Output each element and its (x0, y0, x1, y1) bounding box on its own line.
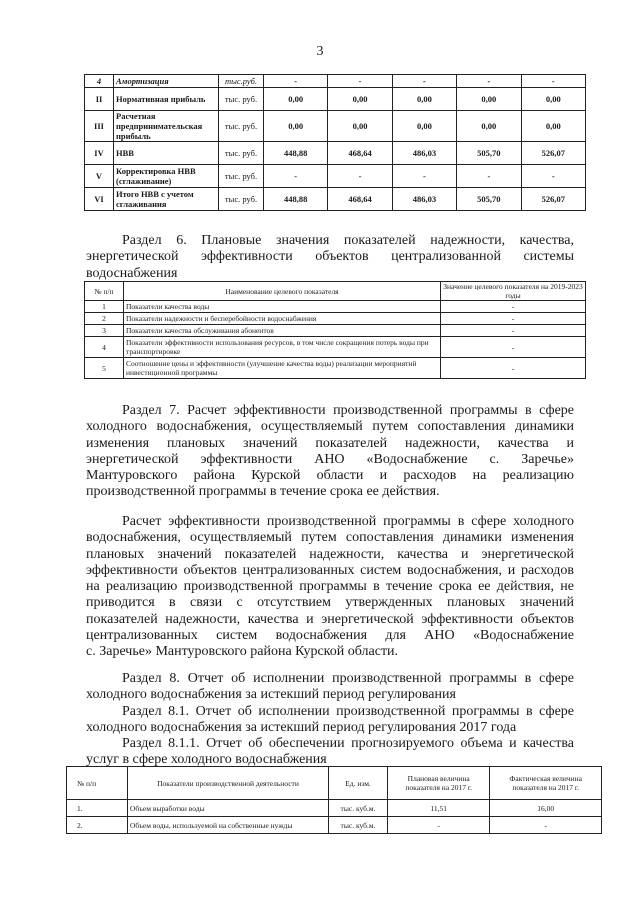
row-number: 1. (67, 800, 128, 817)
row-value: 0,00 (328, 111, 392, 142)
table-row (85, 75, 586, 88)
efficiency-paragraph (86, 514, 574, 661)
row-name: Объем воды, используемой на собственные нужды (128, 817, 329, 834)
paragraph-line: централизованных систем водоснабжения для АНО «Водоснабжение (86, 628, 574, 644)
row-value: - (264, 165, 328, 188)
row-value: - (441, 325, 586, 337)
col-header-plan: Плановая величина показателя на 2017 г. (388, 767, 490, 800)
production-report-table (66, 766, 602, 834)
table-row (85, 325, 586, 337)
col-header-target-value: Значение целевого показателя на 2019-2023 годы (441, 282, 586, 301)
section-7-line: изменения плановых значений показателей надежности, качества и (86, 435, 574, 451)
row-name: Амортизация (114, 75, 219, 88)
row-name: Показатели качества воды (124, 301, 441, 313)
paragraph-line: Расчет эффективности производственной программы в сфере холодного (122, 514, 574, 529)
row-number: 4 (85, 75, 114, 88)
row-value: - (441, 301, 586, 313)
row-number: II (85, 88, 114, 111)
row-value: - (457, 75, 521, 88)
row-value: - (264, 75, 328, 88)
row-unit: тыс. руб. (219, 88, 264, 111)
page-number: 3 (316, 44, 324, 59)
col-header-unit: Ед. изм. (329, 767, 388, 800)
row-value: - (521, 165, 585, 188)
financial-table (84, 74, 586, 211)
row-name: Нормативная прибыль (114, 88, 219, 111)
row-value: 0,00 (457, 88, 521, 111)
row-value: 0,00 (521, 88, 585, 111)
table-row (85, 165, 586, 188)
row-name: НВВ (114, 142, 219, 165)
row-value: - (392, 165, 456, 188)
target-indicators-table (84, 281, 586, 379)
row-value: 468,64 (328, 142, 392, 165)
row-value: - (441, 313, 586, 325)
section-7-line: холодного водоснабжения, осуществляемый путем сопоставления динамики (86, 419, 574, 435)
col-header-number: № п/п (67, 767, 128, 800)
row-value: 0,00 (328, 88, 392, 111)
row-fact: 16,00 (490, 800, 602, 817)
section-7-line: Раздел 7. Расчет эффективности производственной программы в сфере (122, 403, 574, 418)
paragraph-line: на реализацию производственной программы в течение срока ее действия, не (86, 579, 574, 595)
section-7-line: производственной программы в течение срока ее действия. (86, 484, 440, 500)
row-number: III (85, 111, 114, 142)
row-value: - (328, 165, 392, 188)
row-unit: тыс. руб. (219, 188, 264, 211)
row-number: VI (85, 188, 114, 211)
row-value: 468,64 (328, 188, 392, 211)
section-6-line: Раздел 6. Плановые значения показателей надежности, качества, (122, 233, 574, 248)
row-name: Показатели надежности и бесперебойности водоснабжения (124, 313, 441, 325)
table-row (85, 111, 586, 142)
row-unit: тыс. руб. (219, 165, 264, 188)
section-7-line: Мантуровского района Курской области и расходов на реализацию (86, 468, 574, 484)
row-value: 486,03 (392, 142, 456, 165)
row-unit: тыс.руб. (219, 75, 264, 88)
table-row (67, 800, 602, 817)
row-value: 526,07 (521, 188, 585, 211)
table-row (85, 301, 586, 313)
row-value: - (521, 75, 585, 88)
row-name: Соотношение цены и эффективности (улучшение качества воды) реализации мероприятий инвестиционной программы (124, 358, 441, 379)
row-value: - (441, 337, 586, 358)
row-number: IV (85, 142, 114, 165)
table-row (85, 337, 586, 358)
row-value: 0,00 (392, 88, 456, 111)
section-8-1-line: холодного водоснабжения за истекший период регулирования 2017 года (86, 719, 517, 735)
row-number: 2. (67, 817, 128, 834)
row-name: Объем выработки воды (128, 800, 329, 817)
row-name: Показатели эффективности использования ресурсов, в том числе сокращения потерь воды при транспортировке (124, 337, 441, 358)
col-header-indicator: Наименование целевого показателя (124, 282, 441, 301)
section-7-line: энергетической эффективности АНО «Водоснабжение с. Заречье» (86, 451, 574, 467)
table-row (85, 142, 586, 165)
row-fact: - (490, 817, 602, 834)
row-number: 3 (85, 325, 124, 337)
paragraph-line: с. Заречье» Мантуровского района Курской области. (86, 644, 399, 660)
row-number: 5 (85, 358, 124, 379)
row-value: 486,03 (392, 188, 456, 211)
row-value: 0,00 (392, 111, 456, 142)
row-number: V (85, 165, 114, 188)
row-value: 0,00 (457, 111, 521, 142)
paragraph-line: эффективности объектов централизованных систем водоснабжения, и расходов (86, 562, 574, 578)
row-name: Показатели качества обслуживания абонентов (124, 325, 441, 337)
col-header-fact: Фактическая величина показателя на 2017 г. (490, 767, 602, 800)
paragraph-line: водоснабжения, осуществляемый путем сопоставления динамики изменения (86, 530, 574, 546)
col-header-number: № п/п (85, 282, 124, 301)
row-value: 0,00 (264, 88, 328, 111)
section-8-line: холодного водоснабжения за истекший период регулирования (86, 687, 456, 703)
row-value: 448,88 (264, 142, 328, 165)
section-6-line: водоснабжения (86, 265, 178, 281)
row-value: - (457, 165, 521, 188)
row-value: - (441, 358, 586, 379)
row-value: - (392, 75, 456, 88)
row-number: 1 (85, 301, 124, 313)
row-name: Корректировка НВВ (сглаживание) (114, 165, 219, 188)
row-value: - (328, 75, 392, 88)
section-8-1-1-line: услуг в сфере холодного водоснабжения (86, 752, 327, 768)
section-8-line: Раздел 8. Отчет об исполнении производственной программы в сфере (122, 671, 574, 686)
table-row (67, 817, 602, 834)
table-row (85, 313, 586, 325)
row-name: Расчетная предпринимательская прибыль (114, 111, 219, 142)
section-6-line: энергетической эффективности объектов централизованной системы (86, 249, 574, 265)
row-number: 2 (85, 313, 124, 325)
row-unit: тыс. руб. (219, 111, 264, 142)
paragraph-line: приводится в связи с отсутствием утвержденных плановых значений (86, 595, 574, 611)
section-6-heading (86, 233, 574, 282)
col-header-indicator: Показатели производственной деятельности (128, 767, 329, 800)
paragraph-line: плановых значений показателей надежности, качества и энергетической (86, 546, 574, 562)
row-unit: тыс. куб.м. (329, 800, 388, 817)
row-value: 526,07 (521, 142, 585, 165)
table-row (85, 188, 586, 211)
row-name: Итого НВВ с учетом сглаживания (114, 188, 219, 211)
row-unit: тыс. куб.м. (329, 817, 388, 834)
row-plan: - (388, 817, 490, 834)
row-value: 448,88 (264, 188, 328, 211)
section-8-1-1-line: Раздел 8.1.1. Отчет об обеспечении прогнозируемого объема и качества (122, 736, 574, 752)
row-value: 0,00 (521, 111, 585, 142)
row-number: 4 (85, 337, 124, 358)
row-unit: тыс. руб. (219, 142, 264, 165)
table-row (85, 358, 586, 379)
row-value: 0,00 (264, 111, 328, 142)
table-row (85, 88, 586, 111)
row-value: 505,70 (457, 142, 521, 165)
section-8-1-line: Раздел 8.1. Отчет об исполнении производственной программы в сфере (122, 703, 574, 719)
row-value: 505,70 (457, 188, 521, 211)
paragraph-line: показателей надежности, качества и энергетической эффективности объектов (86, 611, 574, 627)
section-8-text (86, 671, 574, 769)
row-plan: 11,51 (388, 800, 490, 817)
section-7-text (86, 403, 574, 501)
